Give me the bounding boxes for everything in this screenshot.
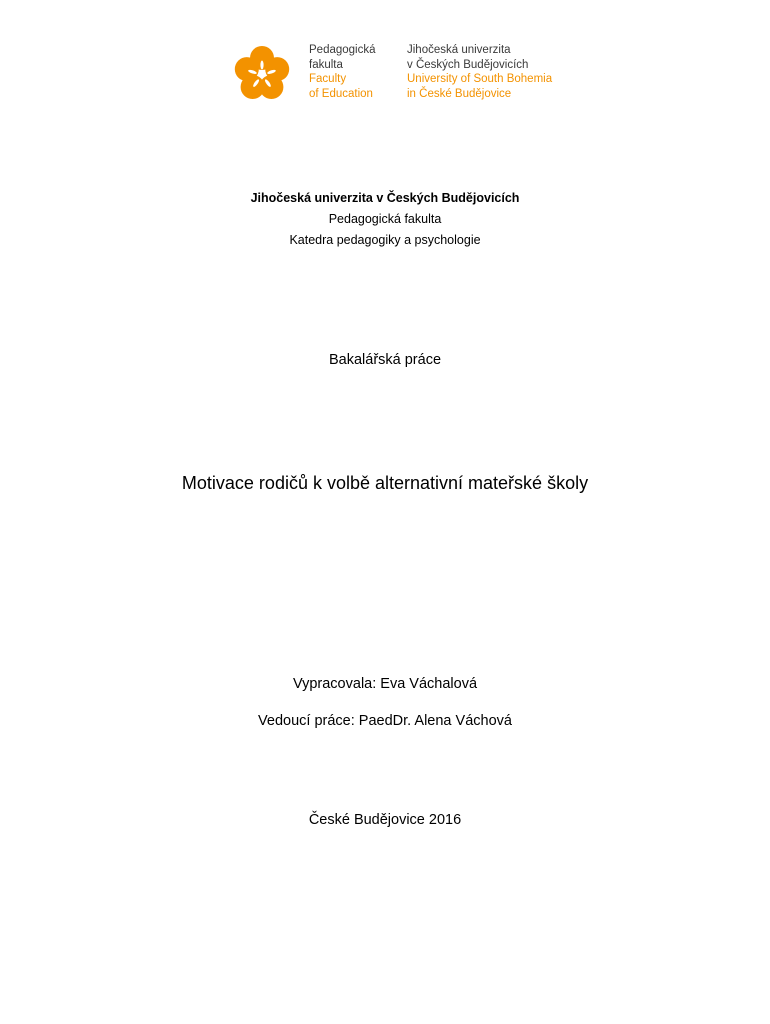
logo-faculty-cz-line-2: fakulta bbox=[309, 58, 343, 71]
logo-university-cz-line-2: v Českých Budějovicích bbox=[407, 58, 529, 71]
faculty-logo bbox=[230, 42, 590, 106]
flower-icon bbox=[230, 42, 294, 106]
logo-faculty-en-line-2: of Education bbox=[309, 87, 373, 100]
thesis-supervisor: Vedoucí práce: PaedDr. Alena Váchová bbox=[258, 713, 512, 729]
thesis-type: Bakalářská práce bbox=[328, 352, 442, 368]
thesis-author: Vypracovala: Eva Váchalová bbox=[292, 676, 478, 692]
logo-faculty-cz-line-1: Pedagogická bbox=[309, 44, 376, 56]
university-name: Jihočeská univerzita v Českých Budějovicích bbox=[250, 191, 520, 205]
logo-university-en-line-2: in České Budějovice bbox=[407, 87, 512, 100]
logo-university-en-line-1: University of South Bohemia bbox=[407, 73, 553, 85]
logo-university-cz-line-1: Jihočeská univerzita bbox=[407, 44, 511, 56]
thesis-title: Motivace rodičů k volbě alternativní mateřské školy bbox=[181, 473, 589, 493]
logo-faculty-en-line-1: Faculty bbox=[309, 73, 347, 85]
place-and-year: České Budějovice 2016 bbox=[308, 812, 462, 828]
faculty-name: Pedagogická fakulta bbox=[328, 212, 442, 226]
department-name: Katedra pedagogiky a psychologie bbox=[289, 233, 481, 247]
logo-university-text bbox=[407, 43, 552, 101]
logo-faculty-text bbox=[309, 43, 376, 101]
